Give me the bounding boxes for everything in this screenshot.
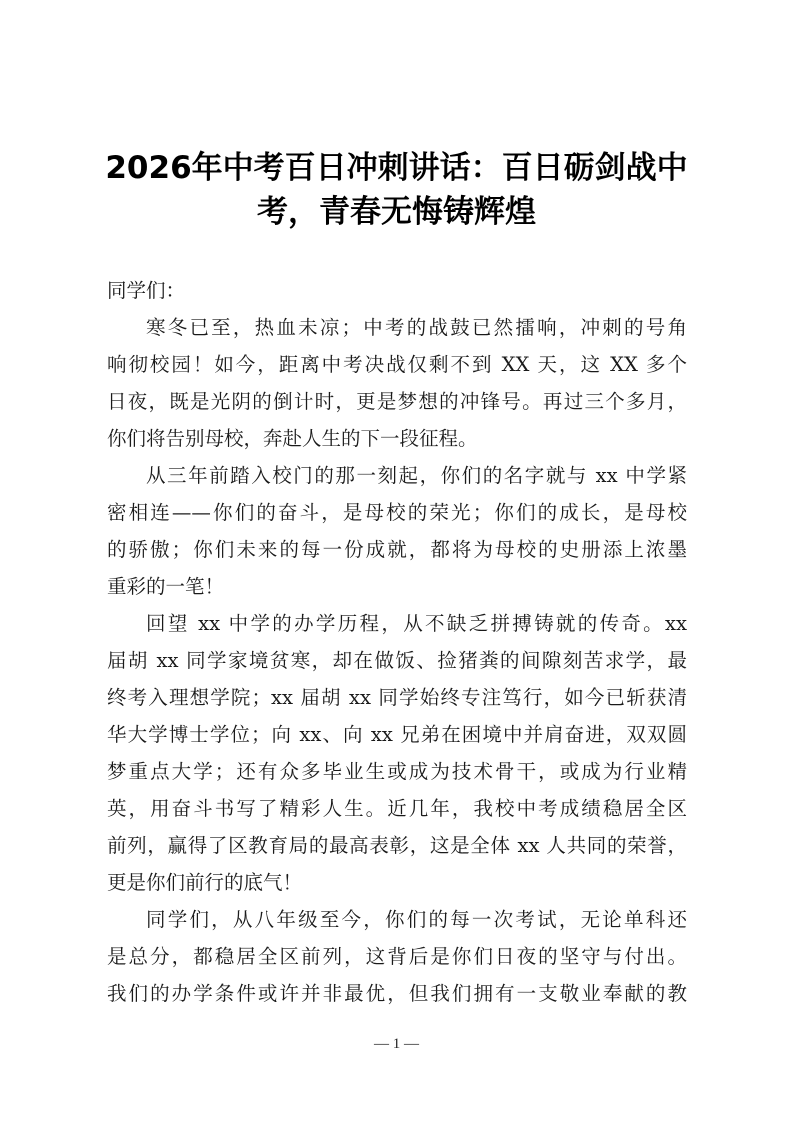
document-body bbox=[107, 272, 687, 1012]
paragraph-line: 终考入理想学院；xx 届胡 xx 同学始终专注笃行，如今已斩获清 bbox=[107, 686, 687, 709]
paragraph-line: 你们将告别母校，奔赴人生的下一段征程。 bbox=[107, 427, 478, 450]
paragraph-3 bbox=[107, 605, 687, 901]
paragraph-line: 密相连——你们的奋斗，是母校的荣光；你们的成长，是母校 bbox=[107, 501, 687, 524]
paragraph-line: 的骄傲；你们未来的每一份成就，都将为母校的史册添上浓墨 bbox=[107, 538, 687, 561]
paragraph-line: 从三年前踏入校门的那一刻起，你们的名字就与 xx 中学紧 bbox=[146, 464, 687, 487]
document-title bbox=[90, 146, 703, 234]
paragraph-line: 华大学博士学位；向 xx、向 xx 兄弟在困境中并肩奋进，双双圆 bbox=[107, 723, 687, 746]
paragraph-2 bbox=[107, 457, 687, 605]
paragraph-line: 同学们，从八年级至今，你们的每一次考试，无论单科还 bbox=[146, 908, 687, 931]
salutation: 同学们： bbox=[107, 279, 186, 302]
paragraph-line: 届胡 xx 同学家境贫寒，却在做饭、捡猪粪的间隙刻苦求学，最 bbox=[107, 649, 687, 672]
paragraph-4 bbox=[107, 901, 687, 1012]
page-number: — 1 — bbox=[374, 1036, 419, 1052]
paragraph-line: 回望 xx 中学的办学历程，从不缺乏拼搏铸就的传奇。xx bbox=[146, 612, 687, 635]
paragraph-1 bbox=[107, 309, 687, 457]
paragraph-line: 前列，赢得了区教育局的最高表彰，这是全体 xx 人共同的荣誉， bbox=[107, 834, 687, 857]
paragraph-line: 是总分，都稳居全区前列，这背后是你们日夜的坚守与付出。 bbox=[107, 945, 687, 968]
title-line-2: 考，青春无悔铸辉煌 bbox=[257, 194, 536, 230]
title-line-1: 2026年中考百日冲刺讲话：百日砺剑战中 bbox=[105, 150, 688, 186]
paragraph-line: 寒冬已至，热血未凉；中考的战鼓已然擂响，冲刺的号角 bbox=[146, 316, 687, 339]
paragraph-line: 更是你们前行的底气！ bbox=[107, 871, 303, 894]
paragraph-line: 我们的办学条件或许并非最优，但我们拥有一支敬业奉献的教 bbox=[107, 982, 687, 1005]
paragraph-line: 英，用奋斗书写了精彩人生。近几年，我校中考成绩稳居全区 bbox=[107, 797, 687, 820]
paragraph-line: 重彩的一笔！ bbox=[107, 575, 225, 598]
paragraph-line: 日夜，既是光阴的倒计时，更是梦想的冲锋号。再过三个多月， bbox=[107, 390, 687, 413]
paragraph-line: 梦重点大学；还有众多毕业生或成为技术骨干，或成为行业精 bbox=[107, 760, 687, 783]
paragraph-line: 响彻校园！如今，距离中考决战仅剩不到 XX 天，这 XX 多个 bbox=[107, 353, 687, 376]
